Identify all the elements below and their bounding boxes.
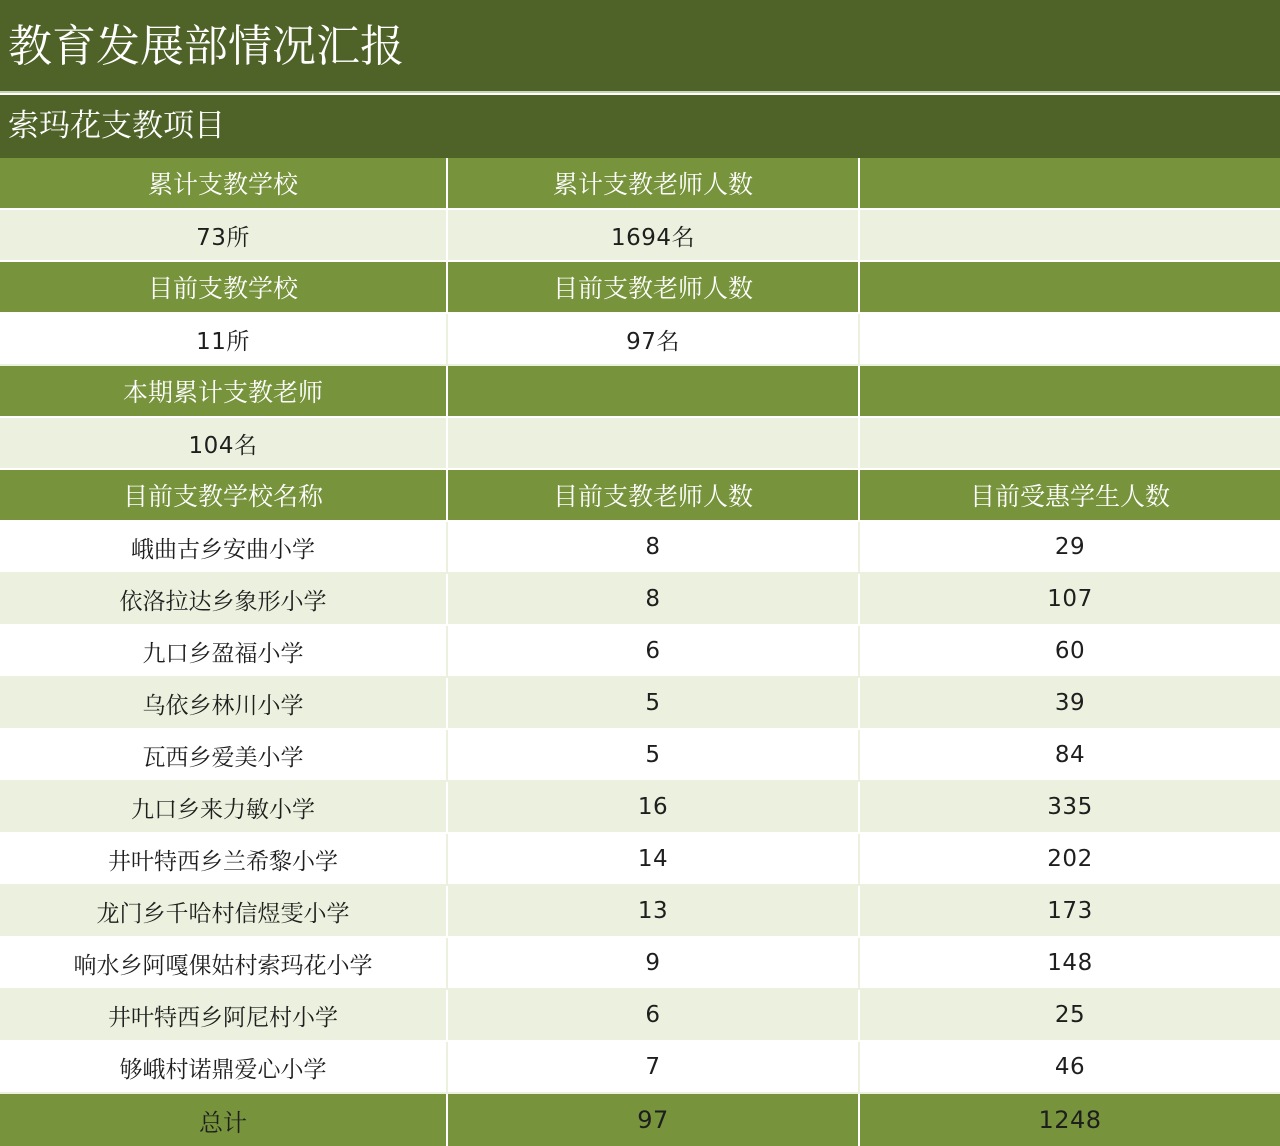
teacher-count-cell: 8 [448,574,860,626]
student-count-cell: 46 [860,1042,1280,1094]
student-count-cell: 84 [860,730,1280,782]
cumulative-schools-value: 73所 [0,210,448,262]
table-row [0,574,1280,626]
teacher-count-cell: 7 [448,1042,860,1094]
teacher-count-cell: 5 [448,730,860,782]
current-teachers-label: 目前支教老师人数 [448,262,860,314]
cumulative-teachers-value: 1694名 [448,210,860,262]
school-name-header: 目前支教学校名称 [0,470,448,522]
teacher-count-cell: 13 [448,886,860,938]
school-name-cell: 峨曲古乡安曲小学 [0,522,448,574]
table-row [0,886,1280,938]
empty-value-cell [448,418,860,470]
cumulative-schools-label: 累计支教学校 [0,158,448,210]
student-count-cell: 107 [860,574,1280,626]
student-count-cell: 335 [860,782,1280,834]
teacher-count-cell: 6 [448,990,860,1042]
school-name-cell: 依洛拉达乡象形小学 [0,574,448,626]
period-teachers-value: 104名 [0,418,448,470]
period-teachers-label: 本期累计支教老师 [0,366,448,418]
total-students: 1248 [860,1094,1280,1146]
teacher-count-header: 目前支教老师人数 [448,470,860,522]
empty-header-cell [448,366,860,418]
teacher-count-cell: 16 [448,782,860,834]
period-header-row [0,366,1280,418]
current-teachers-value: 97名 [448,314,860,366]
school-name-cell: 乌依乡林川小学 [0,678,448,730]
schools-table-header [0,470,1280,522]
teacher-count-cell: 6 [448,626,860,678]
teacher-count-cell: 8 [448,522,860,574]
empty-header-cell [860,158,1280,210]
empty-header-cell [860,366,1280,418]
student-count-cell: 60 [860,626,1280,678]
total-teachers: 97 [448,1094,860,1146]
school-name-cell: 龙门乡千哈村信煜雯小学 [0,886,448,938]
student-count-cell: 25 [860,990,1280,1042]
schools-table-body [0,522,1280,1094]
project-subtitle: 索玛花支教项目 [0,95,1280,158]
total-label: 总计 [0,1094,448,1146]
table-row [0,938,1280,990]
table-row [0,1042,1280,1094]
school-name-cell: 九口乡盈福小学 [0,626,448,678]
report-grid [0,158,1280,1146]
current-header-row [0,262,1280,314]
table-row [0,782,1280,834]
school-name-cell: 九口乡来力敏小学 [0,782,448,834]
table-row [0,522,1280,574]
student-count-cell: 39 [860,678,1280,730]
empty-header-cell [860,262,1280,314]
period-value-row [0,418,1280,470]
empty-value-cell [860,314,1280,366]
table-row [0,834,1280,886]
current-value-row [0,314,1280,366]
report-title: 教育发展部情况汇报 [0,0,1280,93]
summary-header-row [0,158,1280,210]
student-count-header: 目前受惠学生人数 [860,470,1280,522]
table-row [0,678,1280,730]
teacher-count-cell: 14 [448,834,860,886]
table-row [0,626,1280,678]
school-name-cell: 瓦西乡爱美小学 [0,730,448,782]
current-schools-value: 11所 [0,314,448,366]
student-count-cell: 173 [860,886,1280,938]
table-row [0,990,1280,1042]
teacher-count-cell: 5 [448,678,860,730]
student-count-cell: 29 [860,522,1280,574]
table-row [0,730,1280,782]
empty-value-cell [860,210,1280,262]
total-row [0,1094,1280,1146]
school-name-cell: 够峨村诺鼎爱心小学 [0,1042,448,1094]
empty-value-cell [860,418,1280,470]
student-count-cell: 148 [860,938,1280,990]
current-schools-label: 目前支教学校 [0,262,448,314]
school-name-cell: 响水乡阿嘎倮姑村索玛花小学 [0,938,448,990]
school-name-cell: 井叶特西乡阿尼村小学 [0,990,448,1042]
cumulative-teachers-label: 累计支教老师人数 [448,158,860,210]
school-name-cell: 井叶特西乡兰希黎小学 [0,834,448,886]
summary-value-row [0,210,1280,262]
teacher-count-cell: 9 [448,938,860,990]
student-count-cell: 202 [860,834,1280,886]
